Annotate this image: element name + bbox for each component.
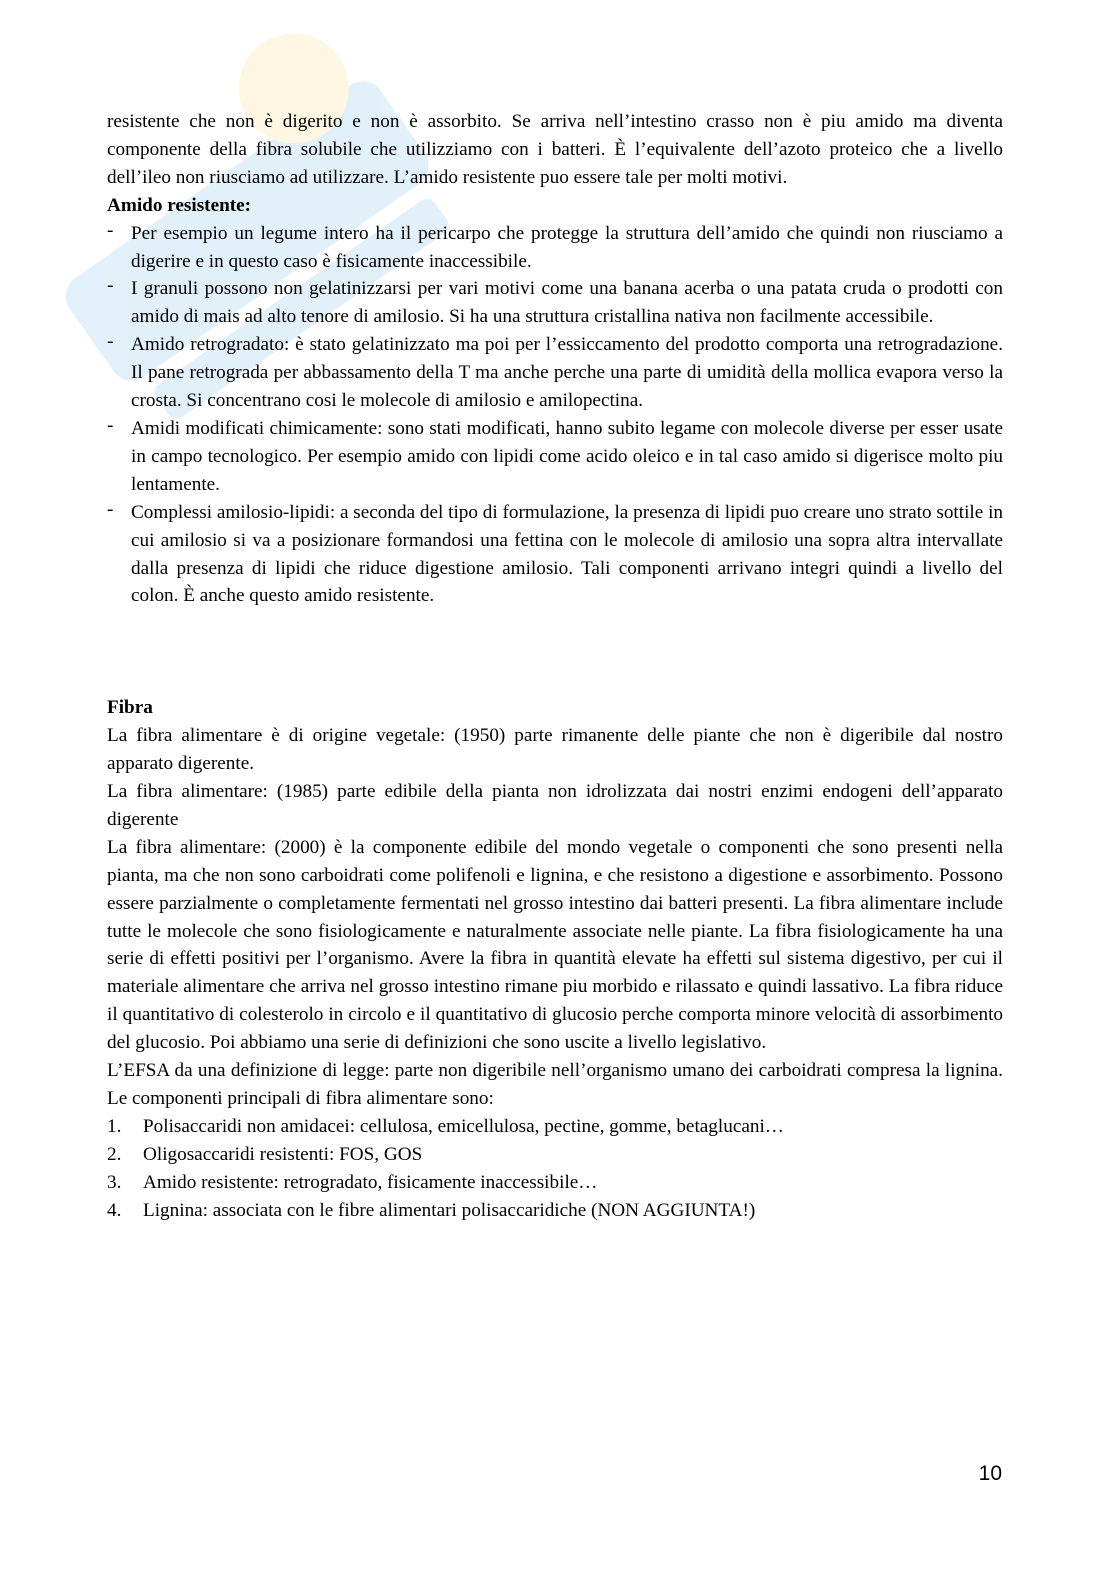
component-item [107,1141,1003,1169]
component-text: Polisaccaridi non amidacei: cellulosa, emicellulosa, pectine, gomme, betaglucani… [143,1115,784,1137]
component-item [107,1197,1003,1225]
dash-bullet: - [107,275,114,297]
components-list [107,1113,1003,1225]
list-item-text: Amidi modificati chimicamente: sono stati modificati, hanno subito legame con molecole diverse per esser usate in campo tecnologico. Per esempio amido con lipidi come acido oleico e in tal caso amido si digerisce molto piu lentamente. [131,417,1003,495]
page-number: 10 [978,1462,1002,1485]
amido-resistente-heading: Amido resistente: [107,194,252,216]
item-number: 3. [107,1171,122,1193]
dash-bullet: - [107,331,114,353]
fibra-paragraph: La fibra alimentare è di origine vegetale: (1950) parte rimanente delle piante che non è digeribile dal nostro apparato digerente. [107,725,1003,775]
list-item [107,220,1003,276]
fibra-paragraph: La fibra alimentare: (2000) è la componente edibile del mondo vegetale o componenti che sono presenti nella pianta, ma che non sono carboidrati come polifenoli e lignina, e che resistono a digestione e assorbimento. Possono essere parzialmente o completamente fermentati nel grosso intestino dai batteri presenti. La fibra alimentare include tutte le molecole che sono fisiologicamente e naturalmente associate nelle piante. La fibra fisiologicamente ha una serie di effetti positivi per l’organismo. Avere la fibra in quantità elevate ha effetti sul sistema digestivo, per cui il materiale alimentare che arriva nel grosso intestino rimane piu morbido e rilassato e quindi lassativo. La fibra riduce il quantitativo di colesterolo in circolo e il quantitativo di glucosio perche comporta minore velocità di assorbimento del glucosio. Poi abbiamo una serie di definizioni che sono uscite a livello legislativo. [107,836,1003,1054]
component-item [107,1113,1003,1141]
fibra-paragraph: La fibra alimentare: (1985) parte edibile della pianta non idrolizzata dai nostri enzimi endogeni dell’apparato digerente [107,781,1003,830]
list-item [107,331,1003,415]
list-item-text: Per esempio un legume intero ha il pericarpo che protegge la struttura dell’amido che quindi non riusciamo a digerire e in questo caso è fisicamente inaccessibile. [131,222,1003,272]
dash-bullet: - [107,498,114,520]
list-item [107,415,1003,499]
amido-list [107,220,1003,611]
component-text: Oligosaccaridi resistenti: FOS, GOS [143,1143,423,1165]
list-item [107,499,1003,611]
item-number: 2. [107,1143,122,1165]
item-number: 4. [107,1199,122,1221]
fibra-paragraph: L’EFSA da una definizione di legge: parte non digeribile nell’organismo umano dei carboidrati compresa la lignina. Le componenti principali di fibra alimentare sono: [107,1060,1003,1109]
fibra-heading: Fibra [107,697,153,719]
component-item [107,1169,1003,1197]
dash-bullet: - [107,414,114,436]
intro-paragraph: resistente che non è digerito e non è assorbito. Se arriva nell’intestino crasso non è piu amido ma diventa componente della fibra solubile che utilizziamo con i batteri. È l’equivalente dell’azoto proteico che a livello dell’ileo non riusciamo ad utilizzare. L’amido resistente puo essere tale per molti motivi. [107,111,1003,188]
list-item [107,275,1003,331]
item-number: 1. [107,1115,122,1137]
section-spacer [107,610,1003,694]
component-text: Amido resistente: retrogradato, fisicamente inaccessibile… [143,1171,598,1193]
component-text: Lignina: associata con le fibre alimentari polisaccaridiche (NON AGGIUNTA!) [143,1199,756,1221]
document-page [107,108,1003,1225]
list-item-text: Complessi amilosio-lipidi: a seconda del tipo di formulazione, la presenza di lipidi puo creare uno strato sottile in cui amilosio si va a posizionare formandosi una fettina con le molecole di amilosio una sopra altra intervallate dalla presenza di lipidi che riduce digestione amilosio. Tali componenti arrivano integri quindi a livello del colon. È anche questo amido resistente. [131,501,1003,607]
list-item-text: Amido retrogradato: è stato gelatinizzato ma poi per l’essiccamento del prodotto comporta una retrogradazione. Il pane retrograda per abbassamento della T ma anche perche una parte di umidità della mollica evapora verso la crosta. Si concentrano cosi le molecole di amilosio e amilopectina. [131,334,1003,412]
dash-bullet: - [107,219,114,241]
list-item-text: I granuli possono non gelatinizzarsi per vari motivi come una banana acerba o una patata cruda o prodotti con amido di mais ad alto tenore di amilosio. Si ha una struttura cristallina nativa non facilmente accessibile. [131,278,1003,328]
